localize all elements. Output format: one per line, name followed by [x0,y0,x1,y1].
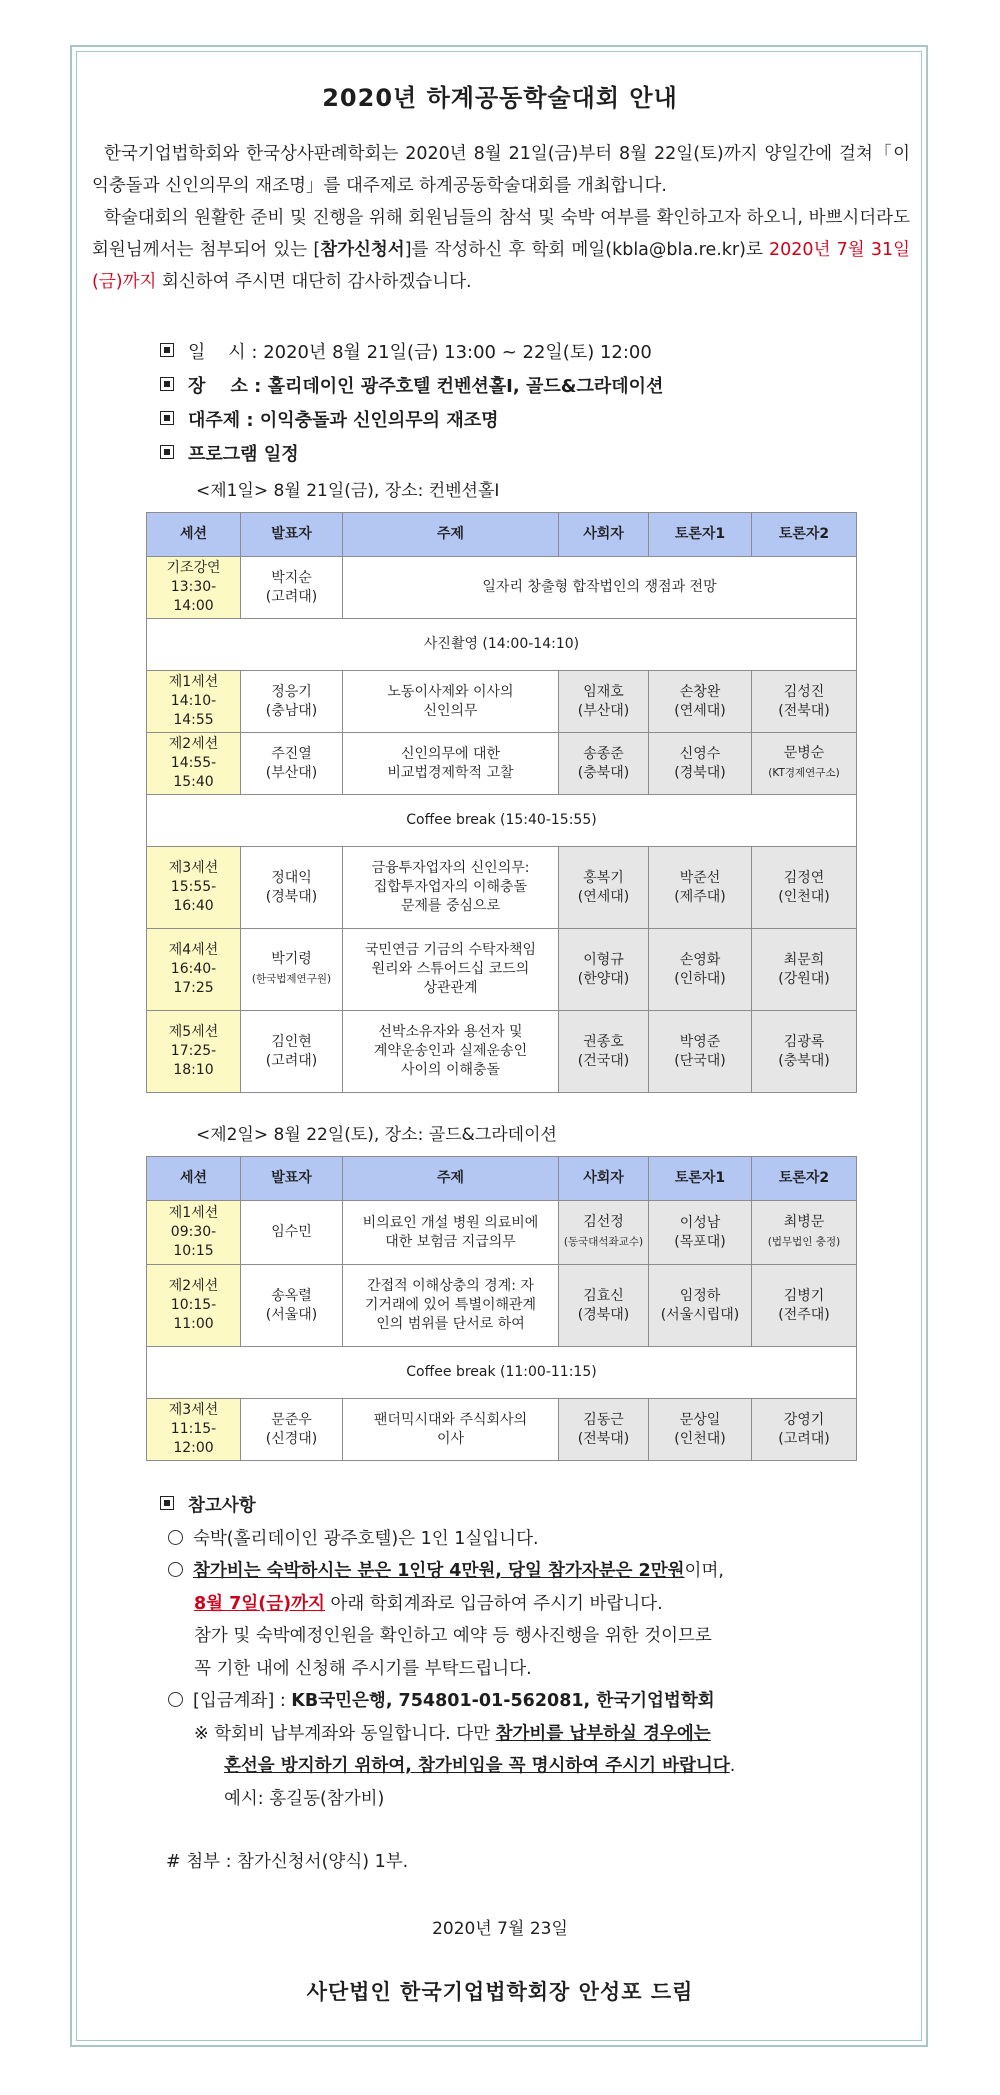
presenter-cell [241,1201,343,1265]
circle-bullet-icon [168,1530,183,1545]
discussant-name: 문상일 [679,1411,721,1428]
moderator-affiliation: (충북대) [577,764,630,781]
discussant2-cell [752,847,857,929]
note-example: 예시: 홍길동(참가비) [224,1788,385,1809]
topic-line: 집합투자업자의 이해충돌 [373,879,528,895]
circle-bullet-icon [168,1692,183,1707]
discussant2-cell [752,1399,857,1461]
session-name: 제2세션 [168,1278,219,1294]
note-fee [160,1555,880,1588]
note-account-remark [160,1718,880,1751]
topic-line: 신인의무에 대한 [400,745,501,762]
moderator-affiliation: (한양대) [577,970,630,987]
header-session: 세션 [147,513,241,557]
topic-line: 사이의 이해충돌 [400,1062,501,1078]
session-time: 10:15-11:00 [170,1297,217,1332]
attachment: # 첨부 : 참가신청서(양식) 1부. [166,1852,409,1872]
note-account-remark-2 [160,1750,880,1783]
intro-paragraph-1: 한국기업법학회와 한국상사판례학회는 2020년 8월 21일(금)부터 8월 22일(토)까지 양일간에 걸쳐「이익충돌과 신인의무의 재조명」를 대주제로 하계공동학술대회를 개최합니다. [92,144,910,196]
note-lodging-text: 숙박(홀리데이인 광주호텔)은 1인 1실입니다. [193,1528,539,1549]
discussant-name: 이성남 [679,1214,721,1231]
date-label: 일 시 : [188,342,258,363]
day2-schedule-table [146,1156,857,1461]
discussant-affiliation: (경북대) [674,764,726,781]
topic-cell [343,671,559,733]
presenter-name: 송옥렬 [271,1287,312,1304]
table-row [147,1201,857,1265]
discussant1-cell [649,733,752,795]
notes-heading-text: 참고사항 [188,1496,256,1516]
discussant-name: 김정연 [783,869,825,886]
session-time: 14:10-14:55 [170,693,217,728]
moderator-cell [559,1399,649,1461]
circle-bullet-icon [168,1562,183,1577]
discussant1-cell [649,671,752,733]
place-value: 홀리데이인 광주호텔 컨벤션홀Ⅰ, 골드&그라데이션 [267,376,664,397]
signature: 사단법인 한국기업법학회장 안성포 드림 [306,1980,694,2004]
discussant-affiliation: (서울시립대) [660,1306,740,1323]
presenter-cell [241,1265,343,1347]
presenter-affiliation: (고려대) [265,1052,318,1069]
moderator-cell [559,1201,649,1265]
header-session: 세션 [147,1157,241,1201]
moderator-name: 김선정 [583,1214,624,1230]
discussant2-cell [752,671,857,733]
moderator-name: 임재호 [583,683,624,700]
presenter-affiliation: (한국법제연구원) [251,973,332,985]
table-header-row [147,513,857,557]
discussant2-cell [752,1011,857,1093]
presenter-cell [241,671,343,733]
session-cell [147,1265,241,1347]
topic-cell [343,929,559,1011]
session-time: 16:40-17:25 [170,961,217,996]
presenter-affiliation: (고려대) [265,588,318,605]
session-time: 11:15-12:00 [170,1421,217,1456]
square-bullet-icon [160,377,174,391]
remark-emphasis: 참가비를 납부하실 경우에는 [495,1723,711,1744]
presenter-name: 박지순 [271,569,312,586]
session-name: 제5세션 [168,1024,219,1040]
theme-value: 이익충돌과 신인의무의 재조명 [259,410,499,431]
presenter-cell [241,557,343,619]
session-name: 제2세션 [168,736,219,752]
moderator-name: 권종호 [583,1033,624,1050]
discussant1-cell [649,1011,752,1093]
moderator-affiliation: (건국대) [577,1052,630,1069]
session-cell [147,929,241,1011]
presenter-name: 정대익 [271,869,312,886]
moderator-affiliation: (전북대) [577,1430,630,1447]
moderator-name: 홍복기 [583,869,624,886]
remark-emphasis-2: 혼선을 방지하기 위하여, 참가비임을 꼭 명시하여 주시기 바랍니다 [224,1756,730,1776]
session-cell [147,733,241,795]
header-discussant1: 토론자1 [649,1157,752,1201]
discussant2-cell [752,1265,857,1347]
discussant-affiliation: (연세대) [674,702,726,719]
discussant-affiliation: (충북대) [778,1052,830,1069]
discussant1-cell [649,1265,752,1347]
discussant-affiliation: (전주대) [778,1306,830,1323]
topic-line: 노동이사제와 이사의 [387,683,514,700]
session-name: 제1세션 [168,674,219,690]
session-time: 14:55-15:40 [170,755,217,790]
topic-cell [343,1011,559,1093]
session-time: 17:25-18:10 [170,1043,217,1078]
presenter-cell [241,929,343,1011]
header-moderator: 사회자 [559,513,649,557]
discussant2-cell [752,929,857,1011]
day2-heading: <제2일> 8월 22일(토), 장소: 골드&그라데이션 [196,1125,557,1145]
topic-line: 금융투자업자의 신인의무: [371,860,530,876]
moderator-cell [559,671,649,733]
table-row-keynote [147,557,857,619]
theme-label: 대주제 : [188,410,254,431]
moderator-name: 김효신 [583,1287,624,1304]
coffee-break: Coffee break (15:40-15:55) [147,795,857,847]
note-account [160,1685,880,1718]
header-discussant1: 토론자1 [649,513,752,557]
table-row [147,1011,857,1093]
presenter-affiliation: (부산대) [265,764,318,781]
account-number: KB국민은행, 754801-01-562081, 한국기업법학회 [291,1691,715,1711]
discussant-name: 박준선 [679,869,721,886]
table-row [147,847,857,929]
square-bullet-icon [160,411,174,425]
session-cell [147,557,241,619]
presenter-affiliation: (서울대) [265,1306,318,1323]
intro-text-c: 회신하여 주시면 대단히 감사하겠습니다. [156,272,472,292]
intro-paragraph-2 [92,202,910,298]
session-cell [147,847,241,929]
discussant-affiliation: (목포대) [674,1233,726,1250]
presenter-cell [241,1399,343,1461]
session-name: 제1세션 [168,1205,219,1221]
presenter-name: 박기령 [271,951,312,967]
document-date: 2020년 7월 23일 [432,1919,568,1939]
header-discussant2: 토론자2 [752,513,857,557]
topic-line: 계약운송인과 실제운송인 [373,1043,528,1059]
discussant1-cell [649,1201,752,1265]
moderator-affiliation: (연세대) [577,888,630,905]
presenter-name: 임수민 [271,1224,312,1240]
session-name: 제4세션 [168,942,219,958]
discussant1-cell [649,847,752,929]
photo-session: 사진촬영 (14:00-14:10) [147,619,857,671]
topic-line: 선박소유자와 용선자 및 [378,1024,523,1040]
presenter-cell [241,847,343,929]
session-time: 09:30-10:15 [170,1224,217,1259]
topic-line: 문제를 중심으로 [400,898,501,914]
fee-text: 참가비는 숙박하시는 분은 1인당 4만원, 당일 참가자분은 2만원 [193,1561,685,1581]
table-row-coffee [147,1347,857,1399]
discussant-name: 강영기 [783,1411,825,1428]
discussant-name: 신영수 [679,745,721,762]
info-program [160,438,663,472]
discussant-affiliation: (인천대) [674,1430,726,1447]
coffee-break: Coffee break (11:00-11:15) [147,1347,857,1399]
note-lodging [160,1523,880,1556]
discussant-name: 박영준 [679,1033,721,1050]
session-name: 기조강연 [166,560,221,576]
reply-deadline: 2020년 7월 31일(금)까지 [92,240,911,292]
moderator-name: 송종준 [583,745,624,762]
program-label: 프로그램 일정 [188,444,299,465]
moderator-affiliation: (부산대) [577,702,630,719]
notes-heading [160,1490,880,1523]
topic-line: 국민연금 기금의 수탁자책임 [364,942,537,958]
presenter-name: 문준우 [271,1411,312,1428]
topic-line: 간접적 이해상충의 경계: 자 [367,1278,534,1294]
topic-line: 비의료인 개설 병원 의료비에 [362,1214,539,1231]
session-cell [147,1399,241,1461]
form-name: 참가신청서 [320,240,405,260]
table-row-coffee [147,795,857,847]
topic-line: 이사 [436,1430,465,1447]
session-time: 15:55-16:40 [170,879,217,914]
header-topic: 주제 [343,513,559,557]
topic-line: 인의 범위를 단서로 하여 [376,1316,525,1332]
topic-line: 기거래에 있어 특별이해관계 [364,1297,537,1313]
moderator-affiliation: (경북대) [577,1306,630,1323]
topic-line: 대한 보험금 지급의무 [385,1233,516,1250]
discussant-affiliation: (제주대) [674,888,726,905]
table-row [147,1265,857,1347]
event-info [160,336,663,472]
table-row-photo [147,619,857,671]
discussant-affiliation: (인천대) [778,888,830,905]
discussant-name: 김병기 [783,1287,825,1304]
table-row [147,1399,857,1461]
header-discussant2: 토론자2 [752,1157,857,1201]
discussant-affiliation: (강원대) [778,970,830,987]
discussant-name: 손영화 [679,951,721,968]
discussant-affiliation: (법무법인 충정) [767,1236,841,1248]
header-presenter: 발표자 [241,1157,343,1201]
moderator-cell [559,733,649,795]
topic-cell [343,1201,559,1265]
keynote-topic: 일자리 창출형 합작법인의 쟁점과 전망 [343,557,857,619]
square-bullet-icon [160,445,174,459]
topic-line: 비교법경제학적 고찰 [387,764,514,781]
intro-text-b: ]를 작성하신 후 학회 메일(kbla@bla.re.kr)로 [404,240,770,260]
discussant-name: 손창완 [679,683,721,700]
discussant-name: 최문희 [783,951,825,968]
moderator-name: 이형규 [583,951,624,968]
info-theme [160,404,663,438]
square-bullet-icon [160,1496,174,1510]
remark-period: . [729,1756,736,1776]
session-cell [147,1011,241,1093]
topic-cell [343,1399,559,1461]
discussant1-cell [649,1399,752,1461]
notes-section [160,1490,880,1815]
header-presenter: 발표자 [241,513,343,557]
note-fee-deadline [160,1588,880,1621]
discussant-affiliation: (고려대) [778,1430,830,1447]
discussant-affiliation: (인하대) [674,970,726,987]
session-name: 제3세션 [168,1402,219,1418]
date-value: 2020년 8월 21일(금) 13:00 ~ 22일(토) 12:00 [263,342,652,363]
discussant1-cell [649,929,752,1011]
note-fee-request: 꼭 기한 내에 신청해 주시기를 부탁드립니다. [194,1658,532,1679]
table-header-row [147,1157,857,1201]
moderator-cell [559,1265,649,1347]
table-row [147,733,857,795]
topic-line: 상관관계 [423,980,478,996]
header-moderator: 사회자 [559,1157,649,1201]
intro-text-a: 학술대회의 원활한 준비 및 진행을 위해 회원님들의 참석 및 숙박 여부를 확인하고자 하오니, 바쁘시더라도 회원님께서는 첨부되어 있는 [ [92,208,910,260]
discussant-affiliation: (KT경제연구소) [768,767,840,779]
document-title: 2020년 하계공동학술대회 안내 [322,84,678,112]
session-cell [147,1201,241,1265]
discussant-name: 최병문 [783,1214,825,1230]
header-topic: 주제 [343,1157,559,1201]
discussant2-cell [752,1201,857,1265]
discussant-name: 문병순 [783,745,825,761]
presenter-affiliation: (충남대) [265,702,318,719]
presenter-name: 정응기 [271,683,312,700]
session-name: 제3세션 [168,860,219,876]
discussant-name: 김광록 [783,1033,825,1050]
topic-cell [343,847,559,929]
discussant-affiliation: (단국대) [674,1052,726,1069]
moderator-cell [559,1011,649,1093]
info-place [160,370,663,404]
presenter-name: 김인현 [271,1033,312,1050]
moderator-affiliation: (동국대석좌교수) [563,1236,644,1248]
table-row [147,929,857,1011]
place-label: 장 소 : [188,376,262,397]
session-cell [147,671,241,733]
fee-deadline-text: 아래 학회계좌로 입금하여 주시기 바랍니다. [324,1593,663,1614]
presenter-cell [241,1011,343,1093]
fee-deadline: 8월 7일(금)까지 [194,1593,325,1614]
moderator-cell [559,847,649,929]
topic-line: 원리와 스튜어드십 코드의 [371,961,530,977]
presenter-affiliation: (경북대) [265,888,318,905]
account-label: [입금계좌] : [193,1691,292,1711]
table-row [147,671,857,733]
discussant-name: 임정하 [679,1287,721,1304]
day1-heading: <제1일> 8월 21일(금), 장소: 컨벤션홀Ⅰ [196,481,500,501]
discussant-name: 김성진 [783,683,825,700]
presenter-name: 주진열 [271,745,312,762]
topic-cell [343,1265,559,1347]
day1-schedule-table [146,512,857,1093]
topic-cell [343,733,559,795]
fee-text-suffix: 이며, [684,1561,724,1581]
presenter-cell [241,733,343,795]
note-fee-purpose: 참가 및 숙박예정인원을 확인하고 예약 등 행사진행을 위한 것이므로 [194,1626,712,1646]
remark-text: ※ 학회비 납부계좌와 동일합니다. 다만 [194,1723,496,1744]
discussant-affiliation: (전북대) [778,702,830,719]
session-time: 13:30-14:00 [170,579,217,614]
info-date [160,336,663,370]
square-bullet-icon [160,343,174,357]
topic-line: 팬더믹시대와 주식회사의 [373,1411,528,1428]
discussant2-cell [752,733,857,795]
presenter-affiliation: (신경대) [265,1430,318,1447]
moderator-name: 김동근 [583,1411,624,1428]
moderator-cell [559,929,649,1011]
topic-line: 신인의무 [423,702,478,719]
